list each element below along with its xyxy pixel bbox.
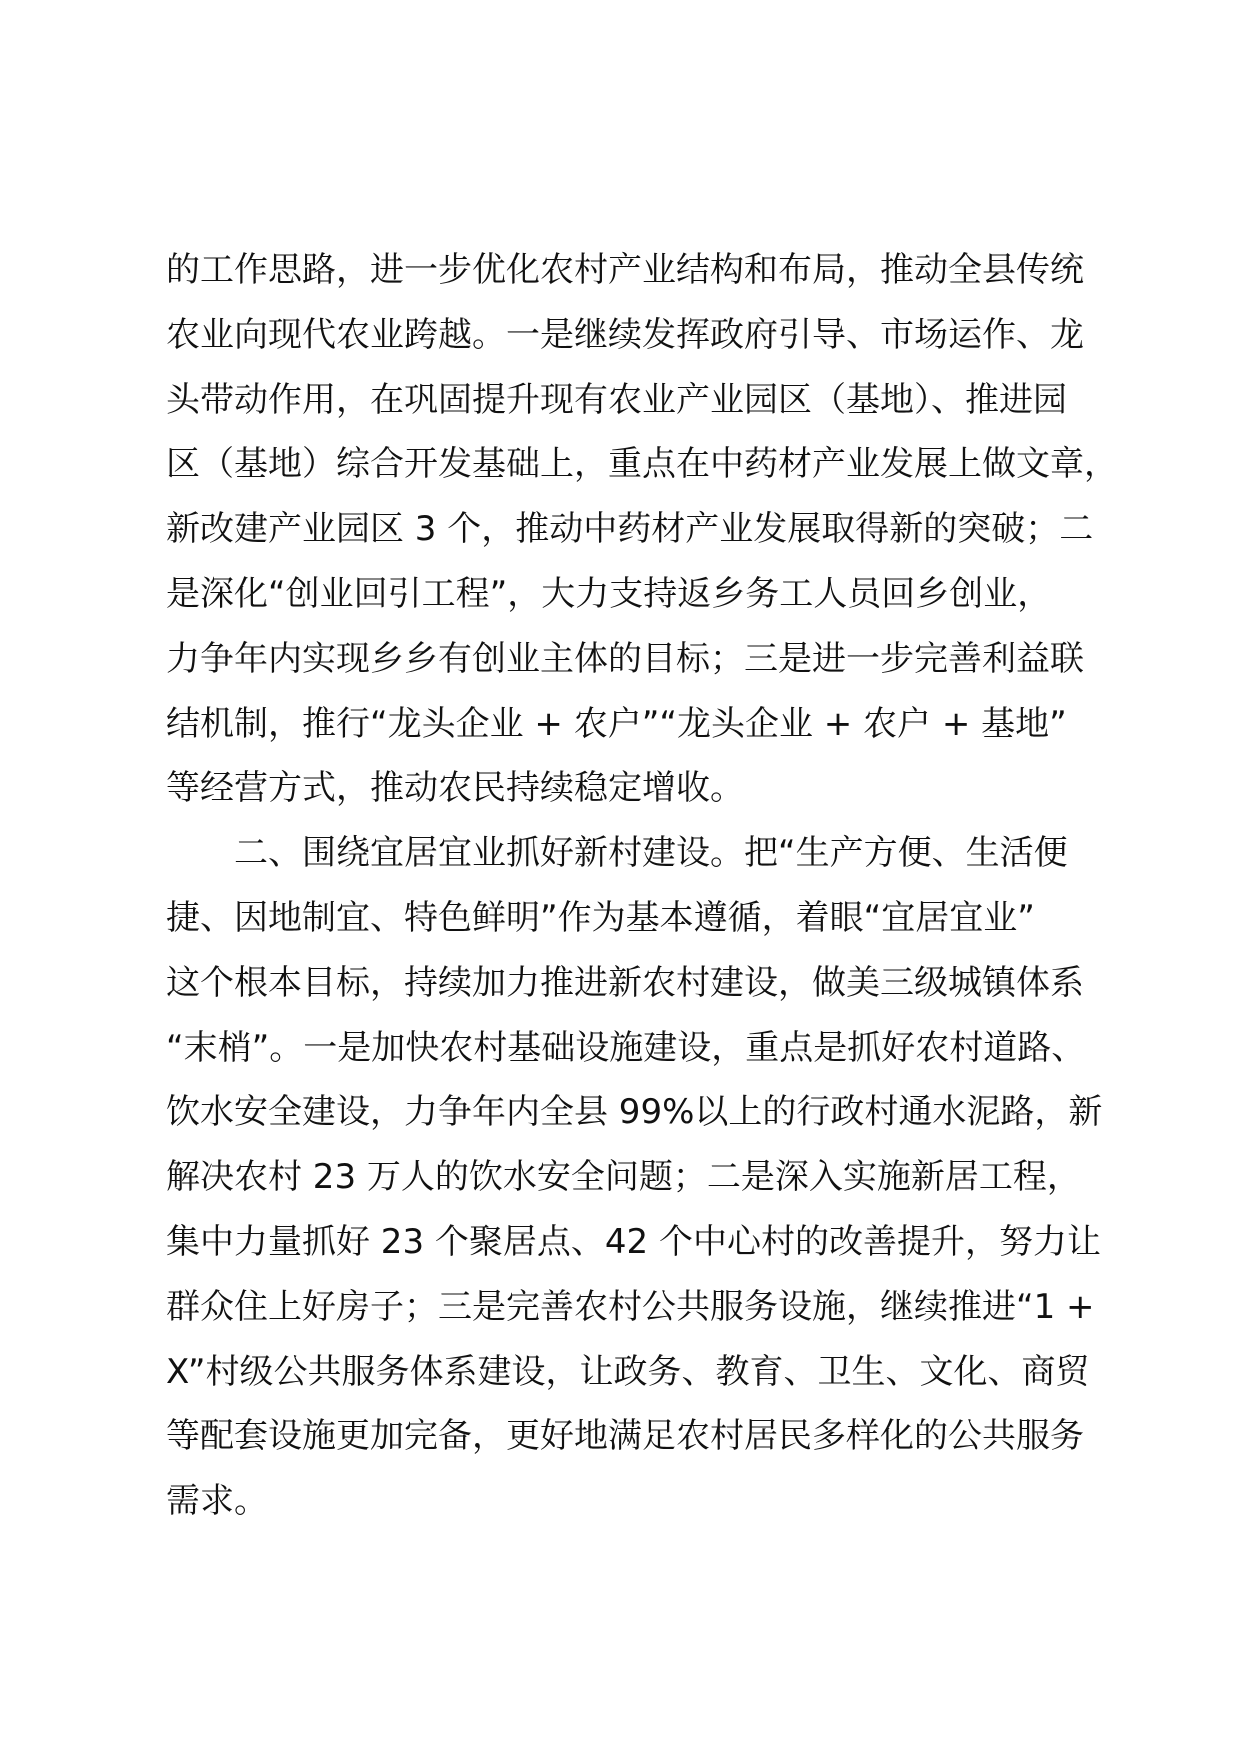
text-line-content: 群众住上好房子；三是完善农村公共服务设施，继续推进“1 +: [166, 1286, 1095, 1327]
text-line-content: 二、围绕宜居宜业抓好新村建设。把“生产方便、生活便: [166, 833, 1068, 874]
text-line-content: 农业向现代农业跨越。一是继续发挥政府引导、市场运作、龙: [166, 314, 1084, 355]
text-line: [166, 627, 1126, 692]
text-line-content: 解决农村 23 万人的饮水安全问题；二是深入实施新居工程，: [166, 1157, 1081, 1198]
text-line-content: 力争年内实现乡乡有创业主体的目标；三是进一步完善利益联: [166, 638, 1084, 679]
text-line: [166, 1340, 1126, 1405]
text-line-content: 头带动作用，在巩固提升现有农业产业园区（基地）、推进园: [166, 379, 1067, 420]
document-body: [166, 238, 1126, 1534]
text-line: [166, 1080, 1126, 1145]
text-line: [166, 238, 1126, 303]
text-line: [166, 886, 1126, 951]
text-line: [166, 821, 1126, 886]
text-line-content: 需求。: [166, 1481, 268, 1522]
text-line: [166, 1016, 1126, 1081]
text-line: [166, 497, 1126, 562]
text-line-content: 是深化“创业回引工程”，大力支持返乡务工人员回乡创业，: [166, 573, 1052, 614]
text-line-content: 区（基地）综合开发基础上，重点在中药材产业发展上做文章，: [166, 444, 1118, 485]
text-line-content: 饮水安全建设，力争年内全县 99%以上的行政村通水泥路，新: [166, 1092, 1103, 1133]
text-line: [166, 368, 1126, 433]
text-line-content: 这个根本目标，持续加力推进新农村建设，做美三级城镇体系: [166, 962, 1084, 1003]
text-line: [166, 1275, 1126, 1340]
text-line-content: “末梢”。一是加快农村基础设施建设，重点是抓好农村道路、: [166, 1027, 1086, 1068]
text-line: [166, 1210, 1126, 1275]
text-line: [166, 303, 1126, 368]
text-line-content: 等配套设施更加完备，更好地满足农村居民多样化的公共服务: [166, 1416, 1084, 1457]
text-line: [166, 432, 1126, 497]
text-line: [166, 1469, 1126, 1534]
text-line: [166, 951, 1126, 1016]
text-line: [166, 756, 1126, 821]
text-line: [166, 1404, 1126, 1469]
text-line: [166, 1145, 1126, 1210]
text-line-content: 结机制，推行“龙头企业 + 农户”“龙头企业 + 农户 + 基地”: [166, 703, 1067, 744]
text-line-content: X”村级公共服务体系建设，让政务、教育、卫生、文化、商贸: [166, 1351, 1090, 1392]
text-line-content: 捷、因地制宜、特色鲜明”作为基本遵循，着眼“宜居宜业”: [166, 897, 1035, 938]
text-line-content: 新改建产业园区 3 个，推动中药材产业发展取得新的突破；二: [166, 509, 1094, 550]
text-line-content: 等经营方式，推动农民持续稳定增收。: [166, 768, 744, 809]
text-line: [166, 562, 1126, 627]
text-line-content: 集中力量抓好 23 个聚居点、42 个中心村的改善提升，努力让: [166, 1221, 1101, 1262]
text-line-content: 的工作思路，进一步优化农村产业结构和布局，推动全县传统: [166, 250, 1084, 290]
text-line: [166, 692, 1126, 757]
